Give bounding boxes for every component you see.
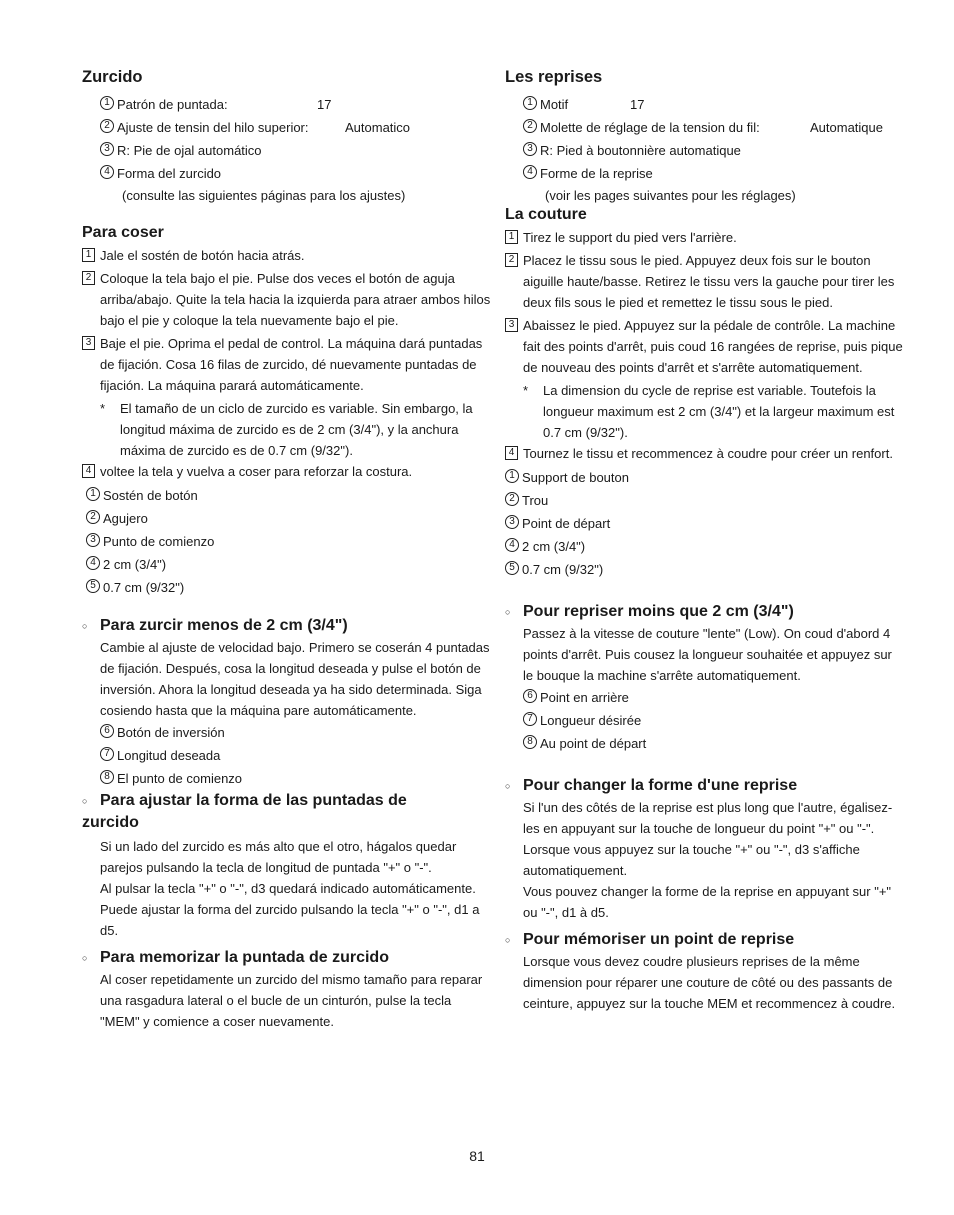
bullet-icon: ○ (82, 953, 88, 963)
es-section-2-title-cont: zurcido (82, 814, 139, 831)
es-title: Zurcido (82, 68, 143, 86)
step-1-icon: 1 (505, 230, 518, 244)
es-section-2-text-b: Al pulsar la tecla "+" o "-", d3 quedará indicado automáticamente. Puede ajustar la forma del zurcido pulsando la tecla "+" o "-", d1 a d5. (100, 881, 480, 938)
es-specs (82, 93, 492, 206)
es-specs-note: (consulte las siguientes páginas para los ajustes) (122, 188, 406, 203)
number-6-icon: 6 (100, 724, 114, 738)
list-item: 7 Longueur désirée (523, 709, 905, 732)
fr-step-2: 2 Placez le tissu sous le pied. Appuyez deux fois sur le bouton aiguille haute/basse. Retirez le tissu vers la gauche pour tirer les deux fils sous le pied et remettez le tissu sous le pied. (505, 250, 905, 313)
bullet-icon: ○ (505, 781, 511, 791)
number-3-icon: 3 (100, 142, 114, 156)
number-1-icon: 1 (100, 96, 114, 110)
asterisk-icon: * (100, 401, 106, 416)
fr-section-1-title: ○ Pour repriser moins que 2 cm (3/4") (505, 601, 905, 623)
list-item: 3 Point de départ (505, 512, 905, 535)
number-8-icon: 8 (100, 770, 114, 784)
es-spec-1: 1 Patrón de puntada: 17 (100, 93, 492, 116)
es-spec-3: 3 R: Pie de ojal automático (100, 139, 492, 162)
fr-spec-1: 1 Motif 17 (523, 93, 905, 116)
french-column (505, 68, 905, 1014)
es-step-3: 3 Baje el pie. Oprima el pedal de control. La máquina dará puntadas de fijación. Cosa 16 filas de zurcido, dé nuevamente puntadas de fijación. La máquina parará automáticamente. (82, 333, 492, 396)
bullet-icon: ○ (82, 796, 88, 806)
number-5-icon: 5 (86, 579, 100, 593)
list-item: 6 Botón de inversión (100, 721, 492, 744)
number-2-icon: 2 (505, 492, 519, 506)
list-item: 2 Agujero (86, 507, 492, 530)
number-3-icon: 3 (523, 142, 537, 156)
list-item: 5 0.7 cm (9/32") (86, 576, 492, 599)
es-section-2-title: ○ Para ajustar la forma de las puntadas de (82, 790, 492, 812)
fr-spec-3: 3 R: Pied à boutonnière automatique (523, 139, 905, 162)
number-8-icon: 8 (523, 735, 537, 749)
step-3-icon: 3 (82, 336, 95, 350)
fr-section-2-title: ○ Pour changer la forme d'une reprise (505, 775, 905, 797)
list-item: 8 El punto de comienzo (100, 767, 492, 790)
fr-section-3-title: ○ Pour mémoriser un point de reprise (505, 929, 905, 951)
number-4-icon: 4 (505, 538, 519, 552)
es-section-1-title: ○ Para zurcir menos de 2 cm (3/4") (82, 615, 492, 637)
list-item: 6 Point en arrière (523, 686, 905, 709)
list-item: 5 0.7 cm (9/32") (505, 558, 905, 581)
bullet-icon: ○ (82, 621, 88, 631)
number-6-icon: 6 (523, 689, 537, 703)
number-3-icon: 3 (86, 533, 100, 547)
es-step-4: 4 voltee la tela y vuelva a coser para reforzar la costura. (82, 461, 492, 482)
fr-title: Les reprises (505, 68, 603, 86)
step-4-icon: 4 (505, 446, 518, 460)
es-section-3-title: ○ Para memorizar la puntada de zurcido (82, 947, 492, 969)
fr-section-1-text: Passez à la vitesse de couture "lente" (Low). On coud d'abord 4 points d'arrêt. Puis cousez la longueur souhaitée et appuyez sur le bouque la machine s'arrête automatiquement. (523, 626, 892, 683)
fr-specs (505, 93, 905, 206)
es-parts-list (82, 484, 492, 599)
asterisk-icon: * (523, 383, 529, 398)
spanish-column (82, 68, 492, 1032)
es-step-2: 2 Coloque la tela bajo el pie. Pulse dos veces el botón de aguja arriba/abajo. Quite la tela hacia la izquierda para atraer ambos hilos bajo el pie y coloque la tela nuevamente bajo el pie. (82, 268, 492, 331)
fr-step-3: 3 Abaissez le pied. Appuyez sur la pédale de contrôle. La machine fait des points d'arrêt, puis coud 16 rangées de reprise, puis pique de nouveau des points d'arrêt et s'arrête automatiquement. (505, 315, 905, 378)
es-section-3-text: Al coser repetidamente un zurcido del mismo tamaño para reparar una rasgadura lateral o el bucle de un cinturón, pulse la tecla "MEM" y comience a coser nuevamente. (100, 972, 483, 1029)
fr-section-2-text-a: Si l'un des côtés de la reprise est plus long que l'autre, égalisez-les en appuyant sur la touche de longueur du point "+" ou "-". (523, 800, 893, 836)
fr-spec-4: 4 Forme de la reprise (523, 162, 905, 185)
list-item: 7 Longitud deseada (100, 744, 492, 767)
es-step-3-note: * El tamaño de un ciclo de zurcido es variable. Sin embargo, la longitud máxima de zurcido es de 2 cm (3/4"), y la anchura máxima de zurcido es de 0.7 cm (9/32"). (82, 398, 492, 461)
fr-section-3-text: Lorsque vous devez coudre plusieurs reprises de la même dimension pour réparer une couture de côté ou des passants de ceinture, appuyez sur la touche MEM et recommencez à coudre. (523, 954, 896, 1011)
fr-section-2-text-c: Vous pouvez changer la forme de la reprise en appuyant sur "+" ou "-", d1 à d5. (523, 884, 892, 920)
fr-sew-title: La couture (505, 206, 587, 223)
number-5-icon: 5 (505, 561, 519, 575)
list-item: 2 Trou (505, 489, 905, 512)
list-item: 1 Support de bouton (505, 466, 905, 489)
number-3-icon: 3 (505, 515, 519, 529)
es-section-2-text-a: Si un lado del zurcido es más alto que el otro, hágalos quedar parejos pulsando la tecla de longitud de puntada "+" o "-". (100, 839, 457, 875)
list-item: 8 Au point de départ (523, 732, 905, 755)
list-item: 4 2 cm (3/4") (86, 553, 492, 576)
fr-step-4: 4 Tournez le tissu et recommencez à coudre pour créer un renfort. (505, 443, 905, 464)
list-item: 4 2 cm (3/4") (505, 535, 905, 558)
number-1-icon: 1 (523, 96, 537, 110)
fr-section-2-text-b: Lorsque vous appuyez sur la touche "+" ou "-", d3 s'affiche automatiquement. (523, 842, 860, 878)
es-section-1-items (82, 721, 492, 790)
number-7-icon: 7 (523, 712, 537, 726)
list-item: 3 Punto de comienzo (86, 530, 492, 553)
step-2-icon: 2 (82, 271, 95, 285)
fr-specs-note: (voir les pages suivantes pour les réglages) (545, 188, 796, 203)
bullet-icon: ○ (505, 935, 511, 945)
number-4-icon: 4 (86, 556, 100, 570)
number-4-icon: 4 (523, 165, 537, 179)
es-section-1-text: Cambie al ajuste de velocidad bajo. Primero se coserán 4 puntadas de fijación. Después, cosa la longitud deseada y pulse el botón de inversión. Ahora la longitud deseada ya ha sido determinada. Siga cosiendo hasta que la máquina pare automáticamente. (100, 640, 490, 718)
step-2-icon: 2 (505, 253, 518, 267)
fr-spec-2: 2 Molette de réglage de la tension du fil: Automatique (523, 116, 905, 139)
number-1-icon: 1 (86, 487, 100, 501)
number-2-icon: 2 (523, 119, 537, 133)
fr-step-3-note: * La dimension du cycle de reprise est variable. Toutefois la longueur maximum est 2 cm (3/4") et la largeur maximum est 0.7 cm (9/32"). (505, 380, 905, 443)
step-1-icon: 1 (82, 248, 95, 262)
es-spec-2: 2 Ajuste de tensin del hilo superior: Automatico (100, 116, 492, 139)
page-number: 81 (469, 1148, 485, 1164)
number-1-icon: 1 (505, 469, 519, 483)
es-step-1: 1 Jale el sostén de botón hacia atrás. (82, 245, 492, 266)
fr-step-1: 1 Tirez le support du pied vers l'arrière. (505, 227, 905, 248)
es-sew-title: Para coser (82, 224, 164, 241)
bullet-icon: ○ (505, 607, 511, 617)
fr-parts-list (505, 466, 905, 581)
number-2-icon: 2 (100, 119, 114, 133)
step-3-icon: 3 (505, 318, 518, 332)
number-4-icon: 4 (100, 165, 114, 179)
number-2-icon: 2 (86, 510, 100, 524)
number-7-icon: 7 (100, 747, 114, 761)
list-item: 1 Sostén de botón (86, 484, 492, 507)
es-spec-4: 4 Forma del zurcido (100, 162, 492, 185)
fr-section-1-items (505, 686, 905, 755)
step-4-icon: 4 (82, 464, 95, 478)
